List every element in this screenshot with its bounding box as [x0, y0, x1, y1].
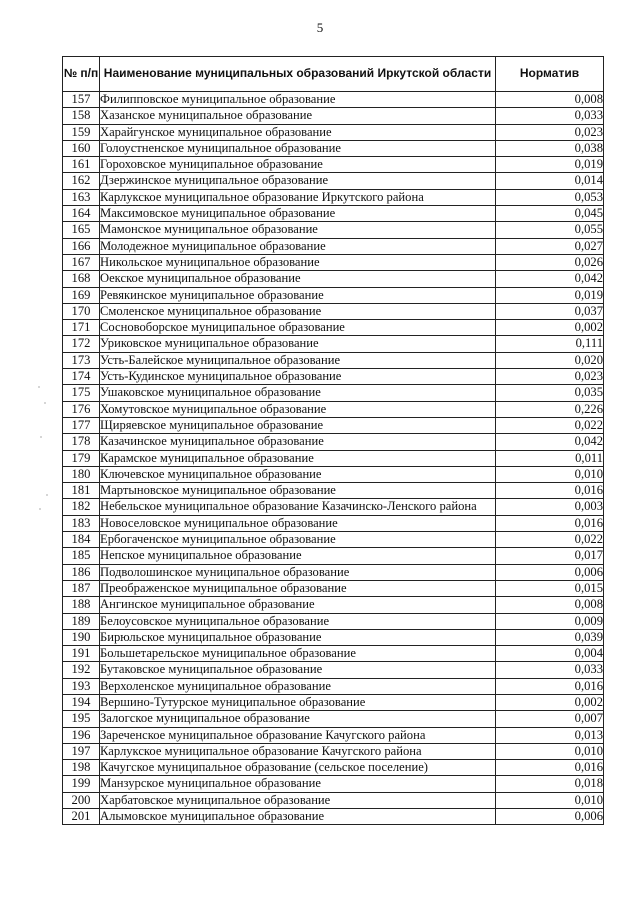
- norm-value-cell: 0,016: [496, 760, 604, 776]
- table-row: [63, 629, 604, 645]
- row-number-cell: 191: [63, 646, 100, 662]
- table-row: [63, 776, 604, 792]
- norm-value-cell: 0,011: [496, 450, 604, 466]
- municipality-name-cell: Уриковское муниципальное образование: [100, 336, 496, 352]
- table-row: [63, 108, 604, 124]
- table-row: [63, 597, 604, 613]
- row-number-cell: 193: [63, 678, 100, 694]
- row-number-cell: 194: [63, 694, 100, 710]
- municipality-name-cell: Харайгунское муниципальное образование: [100, 124, 496, 140]
- table-row: [63, 450, 604, 466]
- municipality-name-cell: Хомутовское муниципальное образование: [100, 401, 496, 417]
- norm-value-cell: 0,016: [496, 483, 604, 499]
- norm-value-cell: 0,018: [496, 776, 604, 792]
- norm-value-cell: 0,033: [496, 662, 604, 678]
- municipality-name-cell: Мартыновское муниципальное образование: [100, 483, 496, 499]
- municipality-name-cell: Сосновоборское муниципальное образование: [100, 320, 496, 336]
- table-row: [63, 792, 604, 808]
- municipality-name-cell: Манзурское муниципальное образование: [100, 776, 496, 792]
- row-number-cell: 200: [63, 792, 100, 808]
- row-number-cell: 183: [63, 515, 100, 531]
- municipality-name-cell: Преображенское муниципальное образование: [100, 580, 496, 596]
- header-number: № п/п: [63, 57, 100, 92]
- table-row: [63, 271, 604, 287]
- table-row: [63, 417, 604, 433]
- row-number-cell: 176: [63, 401, 100, 417]
- municipality-name-cell: Ревякинское муниципальное образование: [100, 287, 496, 303]
- row-number-cell: 158: [63, 108, 100, 124]
- table-row: [63, 157, 604, 173]
- municipality-name-cell: Оекское муниципальное образование: [100, 271, 496, 287]
- municipality-name-cell: Качугское муниципальное образование (сельское поселение): [100, 760, 496, 776]
- table-header-row: [63, 57, 604, 92]
- table-row: [63, 303, 604, 319]
- table-row: [63, 646, 604, 662]
- table-row: [63, 662, 604, 678]
- municipality-name-cell: Мамонское муниципальное образование: [100, 222, 496, 238]
- norm-value-cell: 0,055: [496, 222, 604, 238]
- norm-value-cell: 0,016: [496, 515, 604, 531]
- norm-value-cell: 0,010: [496, 792, 604, 808]
- norms-table: [62, 56, 604, 825]
- row-number-cell: 165: [63, 222, 100, 238]
- scan-speck: [39, 508, 41, 510]
- norm-value-cell: 0,007: [496, 711, 604, 727]
- row-number-cell: 197: [63, 743, 100, 759]
- row-number-cell: 188: [63, 597, 100, 613]
- row-number-cell: 170: [63, 303, 100, 319]
- norm-value-cell: 0,023: [496, 369, 604, 385]
- municipality-name-cell: Бирюльское муниципальное образование: [100, 629, 496, 645]
- norm-value-cell: 0,008: [496, 597, 604, 613]
- municipality-name-cell: Максимовское муниципальное образование: [100, 206, 496, 222]
- municipality-name-cell: Гороховское муниципальное образование: [100, 157, 496, 173]
- row-number-cell: 162: [63, 173, 100, 189]
- row-number-cell: 187: [63, 580, 100, 596]
- municipality-name-cell: Большетарельское муниципальное образование: [100, 646, 496, 662]
- municipality-name-cell: Ербогаченское муниципальное образование: [100, 532, 496, 548]
- norm-value-cell: 0,111: [496, 336, 604, 352]
- table-row: [63, 352, 604, 368]
- municipality-name-cell: Новоселовское муниципальное образование: [100, 515, 496, 531]
- row-number-cell: 189: [63, 613, 100, 629]
- row-number-cell: 198: [63, 760, 100, 776]
- row-number-cell: 169: [63, 287, 100, 303]
- norm-value-cell: 0,035: [496, 385, 604, 401]
- row-number-cell: 201: [63, 809, 100, 825]
- table-row: [63, 92, 604, 108]
- municipality-name-cell: Ангинское муниципальное образование: [100, 597, 496, 613]
- norm-value-cell: 0,039: [496, 629, 604, 645]
- row-number-cell: 172: [63, 336, 100, 352]
- norm-value-cell: 0,003: [496, 499, 604, 515]
- row-number-cell: 182: [63, 499, 100, 515]
- row-number-cell: 159: [63, 124, 100, 140]
- table-row: [63, 678, 604, 694]
- table-row: [63, 760, 604, 776]
- row-number-cell: 192: [63, 662, 100, 678]
- row-number-cell: 161: [63, 157, 100, 173]
- municipality-name-cell: Ушаковское муниципальное образование: [100, 385, 496, 401]
- norm-value-cell: 0,009: [496, 613, 604, 629]
- scan-speck: [38, 386, 40, 388]
- row-number-cell: 195: [63, 711, 100, 727]
- table-row: [63, 287, 604, 303]
- municipality-name-cell: Карлукское муниципальное образование Качугского района: [100, 743, 496, 759]
- scan-speck: [44, 402, 46, 404]
- row-number-cell: 178: [63, 434, 100, 450]
- table-row: [63, 532, 604, 548]
- row-number-cell: 160: [63, 140, 100, 156]
- table-row: [63, 385, 604, 401]
- table-row: [63, 401, 604, 417]
- norm-value-cell: 0,016: [496, 678, 604, 694]
- table-row: [63, 320, 604, 336]
- scan-speck: [40, 436, 42, 438]
- municipality-name-cell: Залогское муниципальное образование: [100, 711, 496, 727]
- municipality-name-cell: Дзержинское муниципальное образование: [100, 173, 496, 189]
- norm-value-cell: 0,013: [496, 727, 604, 743]
- norm-value-cell: 0,015: [496, 580, 604, 596]
- norm-value-cell: 0,017: [496, 548, 604, 564]
- row-number-cell: 199: [63, 776, 100, 792]
- municipality-name-cell: Никольское муниципальное образование: [100, 254, 496, 270]
- table-row: [63, 189, 604, 205]
- row-number-cell: 184: [63, 532, 100, 548]
- row-number-cell: 196: [63, 727, 100, 743]
- table-row: [63, 336, 604, 352]
- norm-value-cell: 0,023: [496, 124, 604, 140]
- municipality-name-cell: Небельское муниципальное образование Казачинско-Ленского района: [100, 499, 496, 515]
- table-row: [63, 140, 604, 156]
- municipality-name-cell: Щиряевское муниципальное образование: [100, 417, 496, 433]
- norm-value-cell: 0,045: [496, 206, 604, 222]
- municipality-name-cell: Подволошинское муниципальное образование: [100, 564, 496, 580]
- municipality-name-cell: Ключевское муниципальное образование: [100, 466, 496, 482]
- municipality-name-cell: Молодежное муниципальное образование: [100, 238, 496, 254]
- municipality-name-cell: Вершино-Тутурское муниципальное образование: [100, 694, 496, 710]
- table-row: [63, 580, 604, 596]
- table-row: [63, 483, 604, 499]
- norm-value-cell: 0,020: [496, 352, 604, 368]
- row-number-cell: 173: [63, 352, 100, 368]
- row-number-cell: 163: [63, 189, 100, 205]
- municipality-name-cell: Казачинское муниципальное образование: [100, 434, 496, 450]
- norm-value-cell: 0,004: [496, 646, 604, 662]
- row-number-cell: 174: [63, 369, 100, 385]
- row-number-cell: 157: [63, 92, 100, 108]
- row-number-cell: 166: [63, 238, 100, 254]
- municipality-name-cell: Харбатовское муниципальное образование: [100, 792, 496, 808]
- municipality-name-cell: Алымовское муниципальное образование: [100, 809, 496, 825]
- table-row: [63, 564, 604, 580]
- row-number-cell: 177: [63, 417, 100, 433]
- municipality-name-cell: Карлукское муниципальное образование Иркутского района: [100, 189, 496, 205]
- municipality-name-cell: Карамское муниципальное образование: [100, 450, 496, 466]
- norm-value-cell: 0,042: [496, 434, 604, 450]
- municipality-name-cell: Зареченское муниципальное образование Качугского района: [100, 727, 496, 743]
- table-row: [63, 548, 604, 564]
- table-row: [63, 238, 604, 254]
- table-row: [63, 809, 604, 825]
- table-row: [63, 124, 604, 140]
- row-number-cell: 175: [63, 385, 100, 401]
- header-norm: Норматив: [496, 57, 604, 92]
- table-row: [63, 434, 604, 450]
- scan-speck: [46, 494, 48, 496]
- row-number-cell: 164: [63, 206, 100, 222]
- table-row: [63, 613, 604, 629]
- row-number-cell: 179: [63, 450, 100, 466]
- norm-value-cell: 0,042: [496, 271, 604, 287]
- norm-value-cell: 0,006: [496, 809, 604, 825]
- row-number-cell: 171: [63, 320, 100, 336]
- row-number-cell: 186: [63, 564, 100, 580]
- page-number: 5: [316, 20, 324, 35]
- municipality-name-cell: Непское муниципальное образование: [100, 548, 496, 564]
- municipality-name-cell: Усть-Балейское муниципальное образование: [100, 352, 496, 368]
- norm-value-cell: 0,022: [496, 417, 604, 433]
- table-row: [63, 727, 604, 743]
- table-row: [63, 711, 604, 727]
- norm-value-cell: 0,002: [496, 320, 604, 336]
- norm-value-cell: 0,027: [496, 238, 604, 254]
- municipality-name-cell: Бутаковское муниципальное образование: [100, 662, 496, 678]
- table-row: [63, 173, 604, 189]
- municipality-name-cell: Хазанское муниципальное образование: [100, 108, 496, 124]
- table-row: [63, 206, 604, 222]
- table-body: [63, 92, 604, 825]
- row-number-cell: 181: [63, 483, 100, 499]
- norm-value-cell: 0,014: [496, 173, 604, 189]
- norm-value-cell: 0,037: [496, 303, 604, 319]
- norm-value-cell: 0,002: [496, 694, 604, 710]
- norm-value-cell: 0,026: [496, 254, 604, 270]
- row-number-cell: 190: [63, 629, 100, 645]
- norm-value-cell: 0,022: [496, 532, 604, 548]
- table-row: [63, 466, 604, 482]
- norm-value-cell: 0,019: [496, 287, 604, 303]
- norm-value-cell: 0,008: [496, 92, 604, 108]
- municipality-name-cell: Смоленское муниципальное образование: [100, 303, 496, 319]
- municipality-name-cell: Белоусовское муниципальное образование: [100, 613, 496, 629]
- norm-value-cell: 0,053: [496, 189, 604, 205]
- table-row: [63, 369, 604, 385]
- table-row: [63, 222, 604, 238]
- table-row: [63, 694, 604, 710]
- norm-value-cell: 0,010: [496, 466, 604, 482]
- municipality-name-cell: Усть-Кудинское муниципальное образование: [100, 369, 496, 385]
- row-number-cell: 185: [63, 548, 100, 564]
- table-row: [63, 743, 604, 759]
- municipality-name-cell: Голоустненское муниципальное образование: [100, 140, 496, 156]
- row-number-cell: 180: [63, 466, 100, 482]
- row-number-cell: 167: [63, 254, 100, 270]
- norm-value-cell: 0,226: [496, 401, 604, 417]
- norm-value-cell: 0,033: [496, 108, 604, 124]
- norm-value-cell: 0,038: [496, 140, 604, 156]
- municipality-name-cell: Филипповское муниципальное образование: [100, 92, 496, 108]
- table-row: [63, 254, 604, 270]
- row-number-cell: 168: [63, 271, 100, 287]
- table-row: [63, 515, 604, 531]
- municipality-name-cell: Верхоленское муниципальное образование: [100, 678, 496, 694]
- header-municipality-name: Наименование муниципальных образований Иркутской области: [100, 57, 496, 92]
- norm-value-cell: 0,006: [496, 564, 604, 580]
- table-row: [63, 499, 604, 515]
- norm-value-cell: 0,010: [496, 743, 604, 759]
- norm-value-cell: 0,019: [496, 157, 604, 173]
